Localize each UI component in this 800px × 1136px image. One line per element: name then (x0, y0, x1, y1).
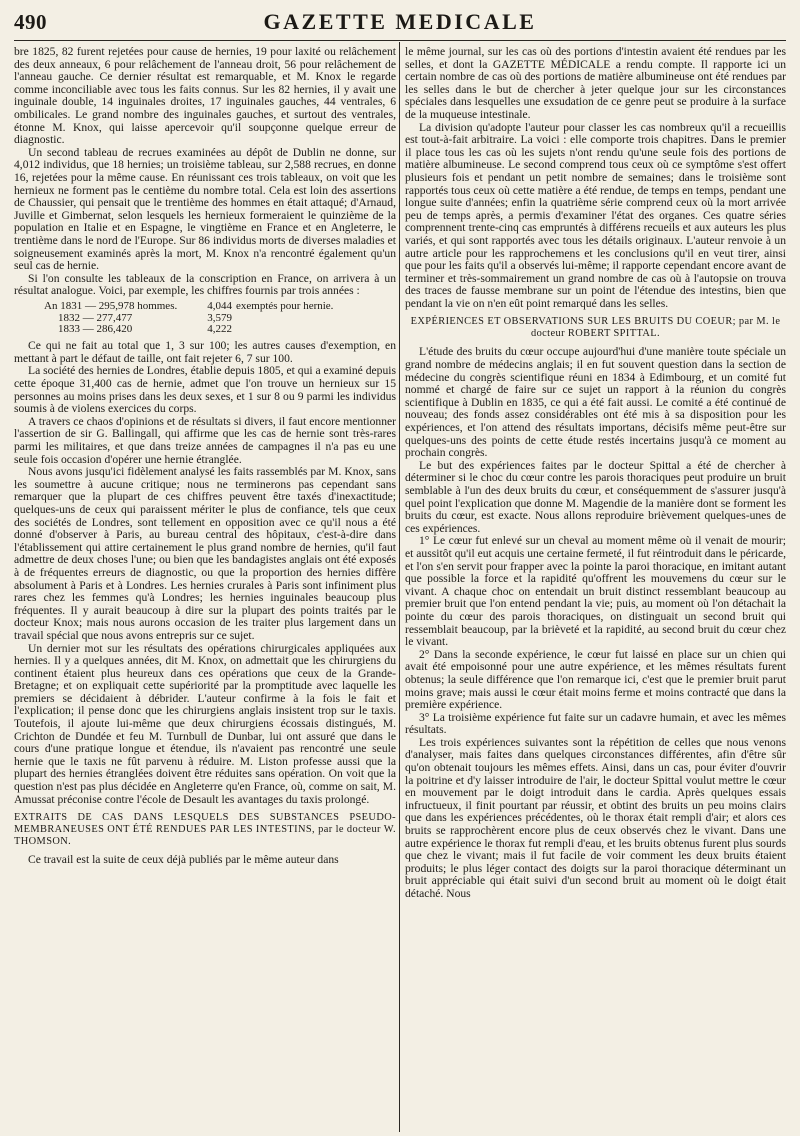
paragraph: Si l'on consulte les tableaux de la conscription en France, on arrivera à un résultat analogue. Voici, par exemple, les chiffres fournis par trois années : (14, 271, 396, 298)
page-number: 490 (14, 10, 47, 34)
table-cell: 4,222 (207, 323, 232, 336)
right-column (405, 46, 786, 1130)
table-cell: An 1831 — 295,978 hommes. (44, 299, 178, 312)
table-row (44, 324, 396, 336)
paragraph: bre 1825, 82 furent rejetées pour cause de hernies, 19 pour laxité ou relâchement des deux anneaux, 6 pour relâchement de l'anneau droit, 56 pour relâchement de l'anneau gauche. Ce dernier résultat est remarquable, et M. Knox le regarde comme inconciliable avec tous les faits connus. Sur les 82 hernies, il y avait une inguinale double, 14 inguinales droites, 17 inguinales gauches, 44 ventrales, 6 ombilicales. Le grand nombre des inguinales gauches, et surtout des ventrales, étonne M. Knox, qui laisse apercevoir qu'il soupçonne quelque erreur de diagnostic. (14, 46, 396, 147)
journal-title: GAZETTE MEDICALE (263, 9, 537, 34)
table-cell: 4,044 (207, 299, 232, 312)
paragraph: Les trois expériences suivantes sont la répétition de celles que nous venons d'analyser, mais faites dans quelques circonstances différentes, afin d'être sûr qu'on obtenait toujours les mêmes effets. Ainsi, dans un cas, pour éviter d'ouvrir la poitrine et d'y laisser introduire de l'air, le docteur Spittal voulut mettre le cœur en mouvement par le doigt introduit dans le cardia. Après quelques essais infructueux, il finit pourtant par réussir, et obtint des bruits un peu moins clairs que dans les expériences précédentes, où le thorax était rempli d'air; et alors ces bruits se rapprochèrent encore plus de ceux observés chez le vivant. Dans une autre expérience le thorax fut rempli d'eau, et les bruits obtenus furent plus sourds que chez le vivant; mais il fut facile de voir comment les deux bruits étaient produits; le plus léger contact des doigts sur la paroi thoracique déterminant un bruit appréciable qui était suivi d'un second bruit au moment où le doigt était détaché. Nous (405, 735, 786, 900)
table-cell: 1833 — 286,420 (58, 323, 133, 336)
table-cell: 1832 — 277,477 (58, 311, 133, 324)
paragraph: Un second tableau de recrues examinées au dépôt de Dublin ne donne, sur 4,012 individus, que 18 hernies; un troisième tableau, sur 2,588 recrues, en donne 16, rejetées pour la même cause. En réunissant ces trois tableaux, on voit que les hernieux ne forment pas le centième du nombre total. Cela est loin des assertions de Chaussier, qui pensait que le trentième des hommes en était attaqué; d'Arnaud, Juville et Gimbernat, selon lesquels les hernieux formeraient le quinzième de la population en Italie et en Espagne, le vingtième en France et en Angleterre, le trentième dans le nord de l'Europe. Sur 86 individus morts de diverses maladies et soigneusement examinés après la mort, M. Knox n'a rencontré également qu'un seul cas de hernie. (14, 145, 396, 273)
column-divider (399, 42, 400, 1132)
paragraph: 2° Dans la seconde expérience, le cœur fut laissé en place sur un chien qui avait été empoisonné pour une autre expérience, et les mêmes résultats furent obtenus; la seule différence que l'on remarque ici, c'est que le premier bruit parut moins grave; mais aussi le cœur était moins ferme et moins contracté que dans la première expérience. (405, 647, 786, 712)
section-heading: EXTRAITS DE CAS DANS LESQUELS DES SUBSTANCES PSEUDO-MEMBRANEUSES ONT ÉTÉ RENDUES PAR LES INTESTINS, par le docteur W. THOMSON. (14, 812, 396, 848)
paragraph: le même journal, sur les cas où des portions d'intestin avaient été rendues par les selles, et dont la GAZETTE MÉDICALE a rendu compte. Il rapporte ici un certain nombre de cas où des portions de matière albumineuse ont été rendues par les selles dans le but de chercher à jeter quelque jour sur les circonstances spéciales dans lesquelles une exsudation de ce genre peut se produire à la surface de la muqueuse intestinale. (405, 46, 786, 121)
paragraph: La société des hernies de Londres, établie depuis 1805, et qui a examiné depuis cette époque 31,400 cas de hernie, admet que l'on trouve un hernieux sur 15 personnes au moins prises dans les deux sexes, et 1 sur 8 ou 9 parmi les individus soumis à de violens exercices du corps. (14, 364, 396, 416)
section-heading: EXPÉRIENCES ET OBSERVATIONS SUR LES BRUITS DU COEUR; par M. le docteur ROBERT SPITTAL. (410, 316, 781, 340)
table-cell: 3,579 (207, 311, 232, 324)
conscription-table (44, 301, 396, 336)
left-column (14, 46, 396, 1130)
paragraph: Ce qui ne fait au total que 1, 3 sur 100; les autres causes d'exemption, en mettant à part le défaut de taille, ont fait rejeter 6, 7 sur 100. (14, 339, 396, 365)
paragraph: Ce travail est la suite de ceux déjà publiés par le même auteur dans (28, 853, 339, 867)
table-row (44, 301, 396, 313)
page-header (14, 6, 786, 41)
paragraph: Nous avons jusqu'ici fidèlement analysé les faits rassemblés par M. Knox, sans les soumettre à aucune critique; nous ne terminerons pas cependant sans remarquer que la plupart de ces chiffres peuvent être taxés d'inexactitude; quelques-uns de ceux qui paraissent mériter le plus de confiance, tels que ceux des sociétés de Londres, sont tellement en opposition avec ce qu'il nous a été donné d'observer à Paris, au bureau central des hôpitaux, c'est-à-dire dans l'établissement qui attire certainement le plus grand nombre de hernies, qu'il faut admettre de deux choses l'une; ou bien que les bandagistes anglais ont été exposés à de fréquentes erreurs de diagnostic, ou que la proportion des hernies diffère absolument à Paris et à Londres. Les hernies crurales à Paris sont infiniment plus rares chez les femmes qu'à Londres; les hernies inguinales beaucoup plus fréquentes. Il y aurait beaucoup à dire sur la plupart des points traités par le docteur Knox; mais nous aurons occasion de les traiter plus largement dans un travail spécial que nous avons entrepris sur ce sujet. (14, 465, 396, 642)
table-cell: exemptés pour hernie. (236, 299, 334, 312)
paragraph: 3° La troisième expérience fut faite sur un cadavre humain, et avec les mêmes résultats. (405, 710, 786, 737)
paragraph: A travers ce chaos d'opinions et de résultats si divers, il faut encore mentionner l'assertion de sir G. Ballingall, qui affirme que les cas de hernie sont très-rares parmi les militaires, et que dans treize années de campagnes il n'a pas eu une seule fois occasion d'opérer une hernie étranglée. (14, 414, 396, 466)
paragraph: La division qu'adopte l'auteur pour classer les cas nombreux qu'il a recueillis est tout-à-fait arbitraire. La voici : elle comporte trois chapitres. Dans le premier il place tous les cas où les sujets n'ont rendu qu'une seule fois des portions de matière albumineuse. Le second comprend tous ceux où ce symptôme s'est offert plusieurs fois et pendant un petit nombre de semaines; dans le troisième sont rapportés tous ceux où cette matière a été rendue, de temps en temps, pendant une longue suite d'années; enfin la quatrième série comprend ceux où la mort arrivée peu de temps après, a permis d'examiner l'état des organes. Ces quatre séries comprennent trente-cinq cas empruntés à différens recueils et aux auteurs les plus variés, et qui sont rapportés avec tous les détails originaux. L'auteur renvoie à un autre article pour les rapprochemens et les conclusions qu'il en veut tirer, ainsi que pour les faits qu'il a observés lui-même; il rapporte cependant encore avant de terminer et très-sommairement un grand nombre de cas où à l'autopsie on trouva des traces de fausse membrane sur un point de l'étendue des intestins, bien que pendant la vie on n'en eût point remarqué dans les selles. (405, 120, 786, 310)
paragraph: L'étude des bruits du cœur occupe aujourd'hui d'une manière toute spéciale un grand nombre de médecins anglais; il en fut souvent question dans la section de médecine du congrès scientifique réuni en 1834 à Edimbourg, et un comité fut nommé et chargé de faire sur ce sujet un rapport à la réunion du congrès scientifique à Dublin en 1835, ce qui a été fait aussi. Le comité a été continué de nouveau; des fonds assez considérables ont été mis à sa disposition pour les expériences, et l'on attend des résultats importans, décisifs même peut-être sur quelques-uns des points de cette étude restés incertains jusqu'à ce moment au prochain congrès. (405, 345, 786, 460)
paragraph: Un dernier mot sur les résultats des opérations chirurgicales appliquées aux hernies. Il y a quelques années, dit M. Knox, on admettait que les chirurgiens du continent étaient plus heureux dans ces opérations que ceux de la Grande-Bretagne; et on expliquait cette supériorité par la promptitude avec laquelle les premiers se décidaient à débrider. L'auteur confirme à la fois le fait et l'explication; il pense donc que les chirurgiens anglais insistent trop sur le taxis. Toutefois, il ajoute lui-même que deux chirurgiens écossais distingués, M. Crichton de Dundée et feu M. Turnbull de Dunbar, lui ont assuré que dans le cours d'une pratique longue et étendue, ils n'avaient pas rencontré une seule hernie que le taxis ne fût parvenu à réduire. M. Liston professe aussi que la plupart des hernies étranglées doivent être réduites sans opération. On voit que la question n'est pas plus décidée en Angleterre qu'en France, où, comme on sait, M. Amussat préconise contre l'école de Desault les avantages du taxis prolongé. (14, 641, 396, 806)
paragraph: 1° Le cœur fut enlevé sur un cheval au moment même où il venait de mourir; et aussitôt qu'il eut acquis une certaine fermeté, il fut réintroduit dans le péricarde, et l'on s'en servit pour frapper avec la pointe la paroi thoracique, en imitant autant que possible la force et la rapidité qu'offrent les mouvemens du cœur sur le vivant. A chaque choc on entendait un bruit distinct ressemblant beaucoup au premier bruit que l'on entend pendant la vie; puis, au moment où l'on détachait la pointe du cœur des parois thoraciques, on distinguait un second bruit qui ressemblait beaucoup, par la brièveté et la rapidité, au second bruit du cœur chez le vivant. (405, 534, 786, 649)
paragraph: Le but des expériences faites par le docteur Spittal a été de chercher à déterminer si le choc du cœur contre les parois thoraciques peut produire un bruit semblable à l'un des deux bruits du cœur, et conséquemment de s'assurer jusqu'à quel point l'explication que donne M. Magendie de la manière dont se forment les bruits du cœur, est exacte. Nous allons reproduire brièvement quelques-unes de ces expériences. (405, 458, 786, 535)
